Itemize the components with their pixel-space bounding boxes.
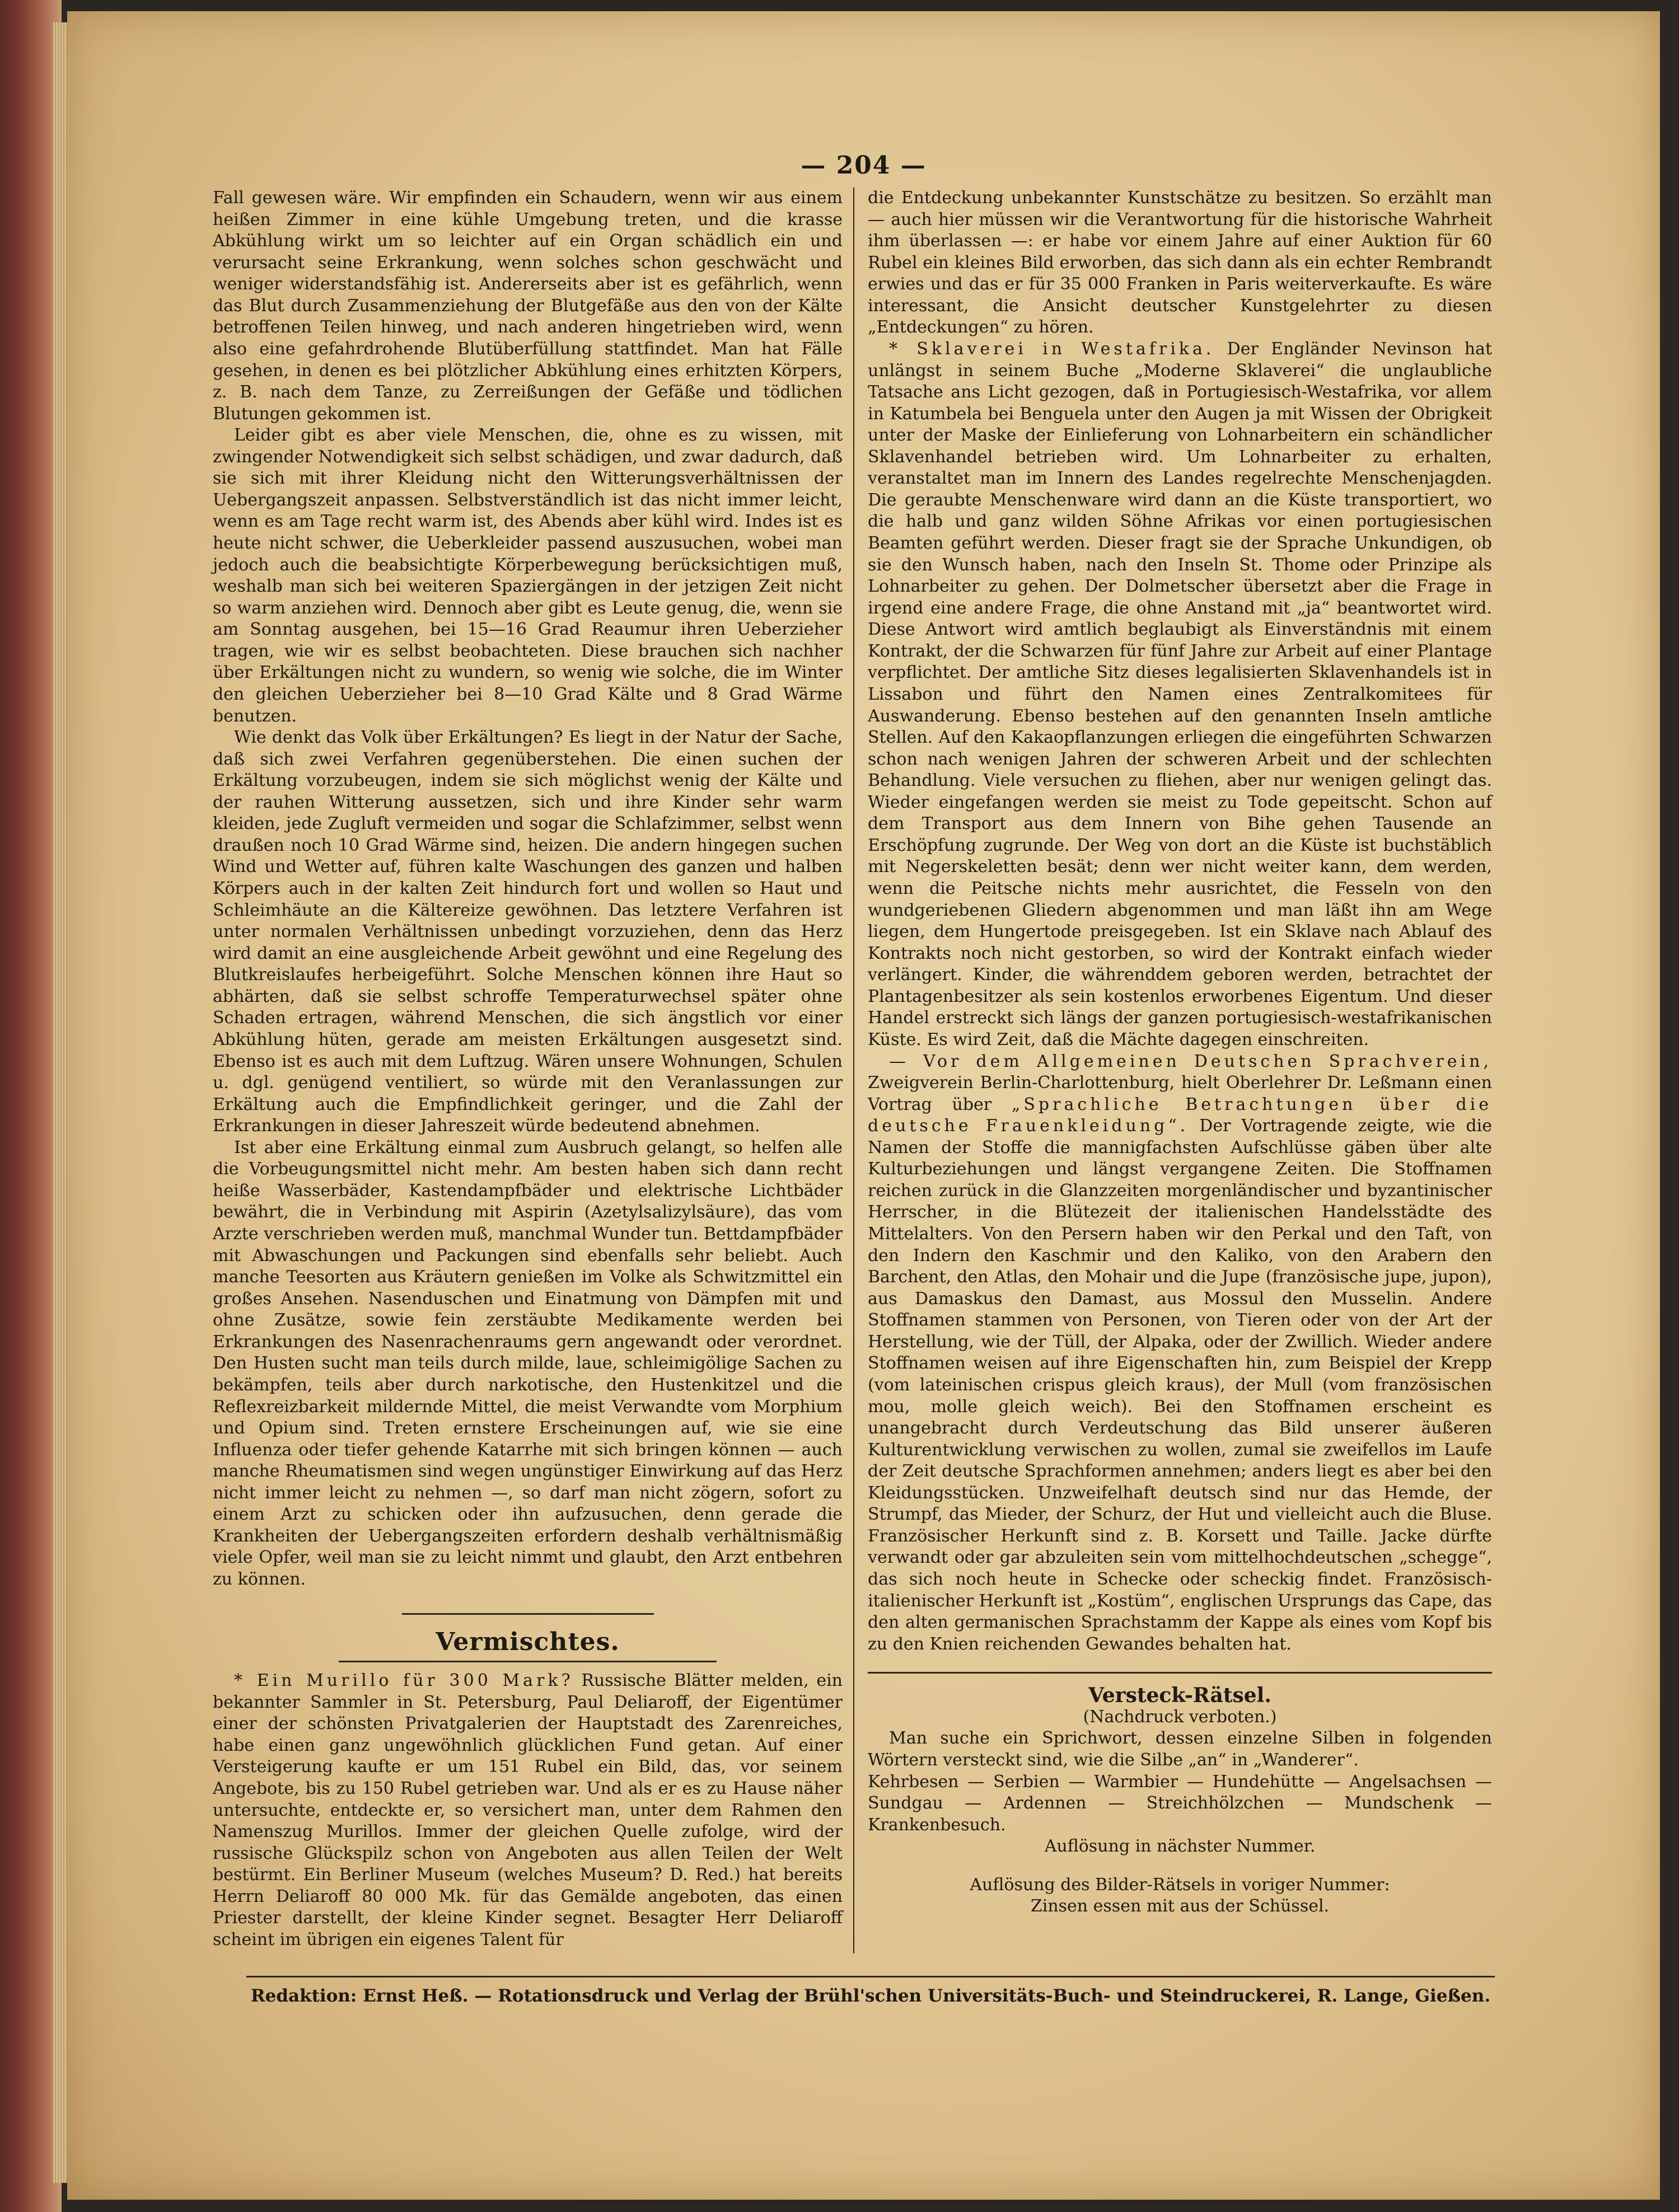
left-paragraph-4: Ist aber eine Erkältung einmal zum Ausbruch gelangt, so helfen alle die Vorbeugungsmittel nicht mehr. Am besten haben sich dann recht heiße Wasserbäder, Kastendampfbäder und elektrische Lichtbäder bewährt, die in Verbindung mit Aspirin (Azetylsalizylsäure), das vom Arzte verschrieben werden muß, manchmal Wunder tun. Bettdampfbäder mit Abwaschungen und Packungen sind ebenfalls sehr beliebt. Auch manche Teesorten aus Kräutern genießen im Volke als Schwitzmittel ein großes Ansehen. Nasenduschen und Einatmung von Dämpfen mit und ohne Zusätze, sowie fein zerstäubte Medikamente werden bei Erkrankungen des Nasenrachenraums gern angewandt oder verordnet. Den Husten sucht man teils durch milde, laue, schleimigölige Sachen zu bekämpfen, teils aber durch narkotische, den Hustenkitzel und die Reflexreizbarkeit mildernde Mittel, die meist Verwandte vom Morphium und Opium sind. Treten ernstere Erscheinungen auf, wie sie eine Influenza oder tiefer gehende Katarrhe mit sich bringen können — auch manche Rheumatismen sind wegen ungünstiger Einwirkung auf das Herz nicht immer leicht zu nehmen —, so darf man nicht zögern, sofort zu einem Arzt zu schicken oder ihn aufzusuchen, denn gerade die Krankheiten der Uebergangszeiten erfordern deshalb verhältnismäßig viele Opfer, weil man sie zu leicht nimmt und glaubt, den Arzt entbehren zu können. — [213, 1137, 843, 1589]
right-column — [868, 188, 1492, 1918]
puzzle-note: (Nachdruck verboten.) — [1083, 1707, 1277, 1727]
section-title: Vermischtes. — [436, 1627, 620, 1656]
left-paragraph-5 — [213, 1670, 843, 1951]
puzzle-instructions: Man suche ein Sprichwort, dessen einzelne Silben in folgenden Wörtern versteckt sind, wie die Silbe „an“ in „Wanderer“. — [868, 1728, 1492, 1770]
page-number: — 204 — — [801, 151, 927, 180]
footer-rule — [246, 1976, 1495, 1977]
right-paragraph-1: die Entdeckung unbekannter Kunstschätze zu besitzen. So erzählt man — auch hier müssen wir die Verantwortung für die historische Wahrheit ihm überlassen —: er habe vor einem Jahre auf einer Auktion für 60 Rubel ein kleines Bild erworben, das sich dann als ein echter Rembrandt erwies und das er für 35 000 Franken in Paris weiterverkaufte. Es wäre interessant, die Ansicht deutscher Kunstgelehrter zu diesen „Entdeckungen“ zu hören. — [868, 188, 1492, 338]
previous-solution-answer: Zinsen essen mit aus der Schüssel. — [1030, 1896, 1330, 1916]
puzzle-box — [868, 1672, 1492, 1918]
previous-solution-title: Auflösung des Bilder-Rätsels in voriger Nummer: — [970, 1874, 1390, 1895]
article-lead-sprachverein: — Vor dem Allgemeinen Deutschen Sprachverein, — [889, 1051, 1492, 1071]
section-rule-bottom — [339, 1661, 717, 1662]
article-body-sprachverein-b: Der Vortragende zeigte, wie die Namen der Stoffe die mannigfachsten Aufschlüsse gäben über alte Kulturbeziehungen und längst vergangene Zeiten. Die Stoffnamen reichen zurück in die Glanzzeiten morgenländischer und byzantinischer Herrscher, in die Blütezeit der italienischen Handelsstädte des Mittelalters. Von den Persern haben wir den Perkal und den Taft, von den Indern den Kaschmir und den Kaliko, von den Arabern den Barchent, den Atlas, den Mohair und die Jupe (französische jupe, jupon), aus Damaskus den Damast, aus Mossul den Musselin. Andere Stoffnamen stammen von Personen, von Tieren oder von der Art der Herstellung, wie der Tüll, der Alpaka, oder der Zwillich. Wieder andere Stoffnamen weisen auf ihre Eigenschaften hin, zum Beispiel der Krepp (vom lateinischen crispus gleich kraus), der Mull (vom französischen mou, molle gleich weich). Bei den Stoffnamen erscheint es unangebracht durch Verdeutschung das Bild unserer äußeren Kulturentwicklung verwischen zu wollen, zumal sie zweifellos im Laufe der Zeit deutsche Sprachformen annehmen; anders liegt es aber bei den Kleidungsstücken. Unzweifelhaft deutsch sind nur das Hemde, der Strumpf, das Mieder, der Schurz, der Hut und vielleicht auch die Bluse. Französischer Herkunft sind z. B. Korsett und Taille. Jacke dürfte verwandt oder gar abzuleiten sein vom mittelhochdeutschen „schegge“, das sich noch heute in Schecke oder scheckig findet. Französisch-italienischer Herkunft ist „Kostüm“, englischen Ursprungs das Cape, das den alten germanischen Sprachstamm der Kappe als eines vom Kopf bis zu den Knien reichenden Gewandes behalten hat. — [868, 1116, 1492, 1654]
section-rule-top — [402, 1613, 654, 1615]
article-body-murillo: Russische Blätter melden, ein bekannter Sammler in St. Petersburg, Paul Deliaroff, der Eigentümer einer der schönsten Privatgalerien der Hauptstadt des Zarenreiches, habe einen ganz ungewöhnlich glücklichen Fund getan. Auf einer Versteigerung kaufte er um 151 Rubel ein Bild, das, vor seinem Angebote, bis zu 150 Rubel getrieben war. Und als er es zu Hause näher untersuchte, entdeckte er, so versichert man, unter dem Rahmen den Namenszug Murillos. Immer der gleichen Quelle zufolge, wird der russische Glückspilz schon von Angeboten aus allen Teilen der Welt bestürmt. Ein Berliner Museum (welches Museum? D. Red.) hat bereits Herrn Deliaroff 80 000 Mk. für das Gemälde angeboten, das einen Priester darstellt, der kleine Kinder segnet. Besagter Herr Deliaroff scheint im übrigen ein eigenes Talent für — [213, 1671, 843, 1949]
left-column — [213, 188, 843, 1951]
right-paragraph-2 — [868, 339, 1492, 1051]
puzzle-rule — [868, 1672, 1492, 1674]
right-paragraph-3 — [868, 1051, 1492, 1656]
imprint-footer: Redaktion: Ernst Heß. — Rotationsdruck und Verlag der Brühl'schen Universitäts-Buch- und Steindruckerei, R. Lange, Gießen. — [250, 1986, 1491, 2006]
left-paragraph-1: Fall gewesen wäre. Wir empfinden ein Schaudern, wenn wir aus einem heißen Zimmer in eine kühle Umgebung treten, und die krasse Abkühlung wirkt um so leichter auf ein Organ schädlich ein und verursacht seine Erkrankung, wenn solches schon geschwächt und weniger widerstandsfähig ist. Andererseits aber ist es gefährlich, wenn das Blut durch Zusammenziehung der Blutgefäße aus den von der Kälte betroffenen Teilen hinweg, und nach anderen hingetrieben wird, wenn also eine gefahrdrohende Blutüberfüllung stattfindet. Man hat Fälle gesehen, in denen es bei plötzlicher Abkühlung eines erhitzten Körpers, z. B. nach dem Tanze, zu Zerreißungen der Gefäße und tödlichen Blutungen gekommen ist. — [213, 188, 843, 424]
article-lead-sklaverei: * Sklaverei in Westafrika. — [889, 339, 1215, 359]
left-paragraph-3: Wie denkt das Volk über Erkältungen? Es liegt in der Natur der Sache, daß sich zwei Verfahren gegenüberstehen. Die einen suchen der Erkältung vorzubeugen, indem sie sich möglichst wenig der Kälte und der rauhen Witterung aussetzen, sich und ihre Kinder sehr warm kleiden, jede Zugluft vermeiden und sogar die Schlafzimmer, selbst wenn draußen noch 10 Grad Wärme sind, heizen. Die andern hingegen suchen Wind und Wetter auf, führen kalte Waschungen des ganzen und halben Körpers auch in der kalten Zeit hindurch fort und wollen so Haut und Schleimhäute an die Kältereize gewöhnen. Das letztere Verfahren ist unter normalen Verhältnissen unbedingt vorzuziehen, denn das Herz wird damit an eine ausgleichende Arbeit gewöhnt und eine Regelung des Blutkreislaufes herbeigeführt. Solche Menschen können ihre Haut so abhärten, daß sie selbst schroffe Temperaturwechsel später ohne Schaden ertragen, während Menschen, die sich ängstlich vor einer Abkühlung hüten, gerade am meisten Erkältungen ausgesetzt sind. Ebenso ist es auch mit dem Luftzug. Wären unsere Wohnungen, Schulen u. dgl. genügend ventiliert, so würde mit den Veranlassungen zur Erkältung auch die Empfindlichkeit geringer, und die Zahl der Erkrankungen in dieser Jahreszeit würde bedeutend abnehmen. — [213, 728, 843, 1136]
left-paragraph-2: Leider gibt es aber viele Menschen, die, ohne es zu wissen, mit zwingender Notwendigkeit sich selbst schädigen, und zwar dadurch, daß sie sich mit ihrer Kleidung nicht den Witterungsverhältnissen der Uebergangszeit anpassen. Selbstverständlich ist das nicht immer leicht, wenn es am Tage recht warm ist, des Abends aber kühl wird. Indes ist es heute nicht schwer, die Ueberkleider passend auszusuchen, wobei man jedoch auch die beabsichtigte Körperbewegung berücksichtigen muß, weshalb man sich bei weiteren Spaziergängen in der jetzigen Zeit nicht so warm anziehen wird. Dennoch aber gibt es Leute genug, die, wenn sie am Sonntag ausgehen, bei 15—16 Grad Reaumur ihren Ueberzieher tragen, wie wir es selbst beobachteten. Diese brauchen sich nachher über Erkältungen nicht zu wundern, so wenig wie solche, die im Winter den gleichen Ueberzieher bei 8—10 Grad Kälte und 8 Grad Wärme benutzen. — [213, 425, 843, 726]
article-body-sklaverei: Der Engländer Nevinson hat unlängst in seinem Buche „Moderne Sklaverei“ die unglaubliche Tatsache ans Licht gezogen, daß in Portugiesisch-Westafrika, vor allem in Katumbela bei Benguela unter den Augen ja mit Wissen der Obrigkeit unter der Maske der Einlieferung von Lohnarbeitern ein schändlicher Sklavenhandel betrieben wird. Um Lohnarbeiter zu erhalten, veranstaltet man im Innern des Landes regelrechte Menschenjagden. Die geraubte Menschenware wird dann an die Küste transportiert, wo die halb und ganz wilden Söhne Afrikas vor einen portugiesischen Beamten geführt werden. Dieser fragt sie der Sprache Unkundigen, ob sie den Wunsch haben, nach den Inseln St. Thome oder Prinzipe als Lohnarbeiter zu gehen. Der Dolmetscher übersetzt aber die Frage in irgend eine andere Frage, die ohne Anstand mit „ja“ beantwortet wird. Diese Antwort wird amtlich beglaubigt als Einverständnis mit einem Kontrakt, der die Schwarzen für fünf Jahre zur Arbeit auf einer Plantage verpflichtet. Der amtliche Sitz dieses legalisierten Sklavenhandels ist in Lissabon und führt den Namen eines Zentralkomitees für Auswanderung. Ebenso bestehen auf den genannten Inseln amtliche Stellen. Auf den Kakaopflanzungen erliegen die eingeführten Schwarzen schon nach wenigen Jahren der schweren Arbeit und der schlechten Behandlung. Viele versuchen zu fliehen, aber nur wenigen gelingt das. Wieder eingefangen werden sie meist zu Tode gepeitscht. Schon auf dem Transport aus dem Innern von Bihe gehen Tausende an Erschöpfung zugrunde. Der Weg von dort an die Küste ist buchstäblich mit Negerskeletten besät; denn wer nicht weiter kann, dem werden, wenn die Peitsche nichts mehr ausrichtet, die Fesseln von den wundgeriebenen Gliedern abgenommen und man läßt ihn am Wege liegen, dem Hungertode preisgegeben. Ist ein Sklave nach Ablauf des Kontrakts noch nicht gestorben, so wird der Kontrakt einfach wieder verlängert. Kinder, die währenddem geboren werden, betrachtet der Plantagenbesitzer als sein kostenlos erworbenes Eigentum. Und dieser Handel erstreckt sich längs der ganzen portugiesisch-westafrikanischen Küste. Es wird Zeit, daß die Mächte dagegen einschreiten. — [868, 339, 1492, 1049]
article-lead-murillo: * Ein Murillo für 300 Mark? — [234, 1671, 574, 1691]
puzzle-title: Versteck-Rätsel. — [1088, 1684, 1271, 1708]
puzzle-words: Kehrbesen — Serbien — Warmbier — Hundehütte — Angelsachsen — Sundgau — Ardennen — Streichhölzchen — Mundschenk — Krankenbesuch. — [868, 1772, 1492, 1835]
book-binding — [0, 0, 62, 2212]
puzzle-next-solution: Auflösung in nächster Nummer. — [1044, 1836, 1316, 1857]
article-body-sprachverein-a: Zweigverein Berlin-Charlottenburg, hielt Oberlehrer Dr. Leßmann einen Vortrag über — [868, 1073, 1492, 1114]
lecture-title: „Sprachliche Betrachtungen über die deutsche Frauenkleidung“. — [868, 1094, 1492, 1136]
column-divider — [853, 188, 854, 1953]
